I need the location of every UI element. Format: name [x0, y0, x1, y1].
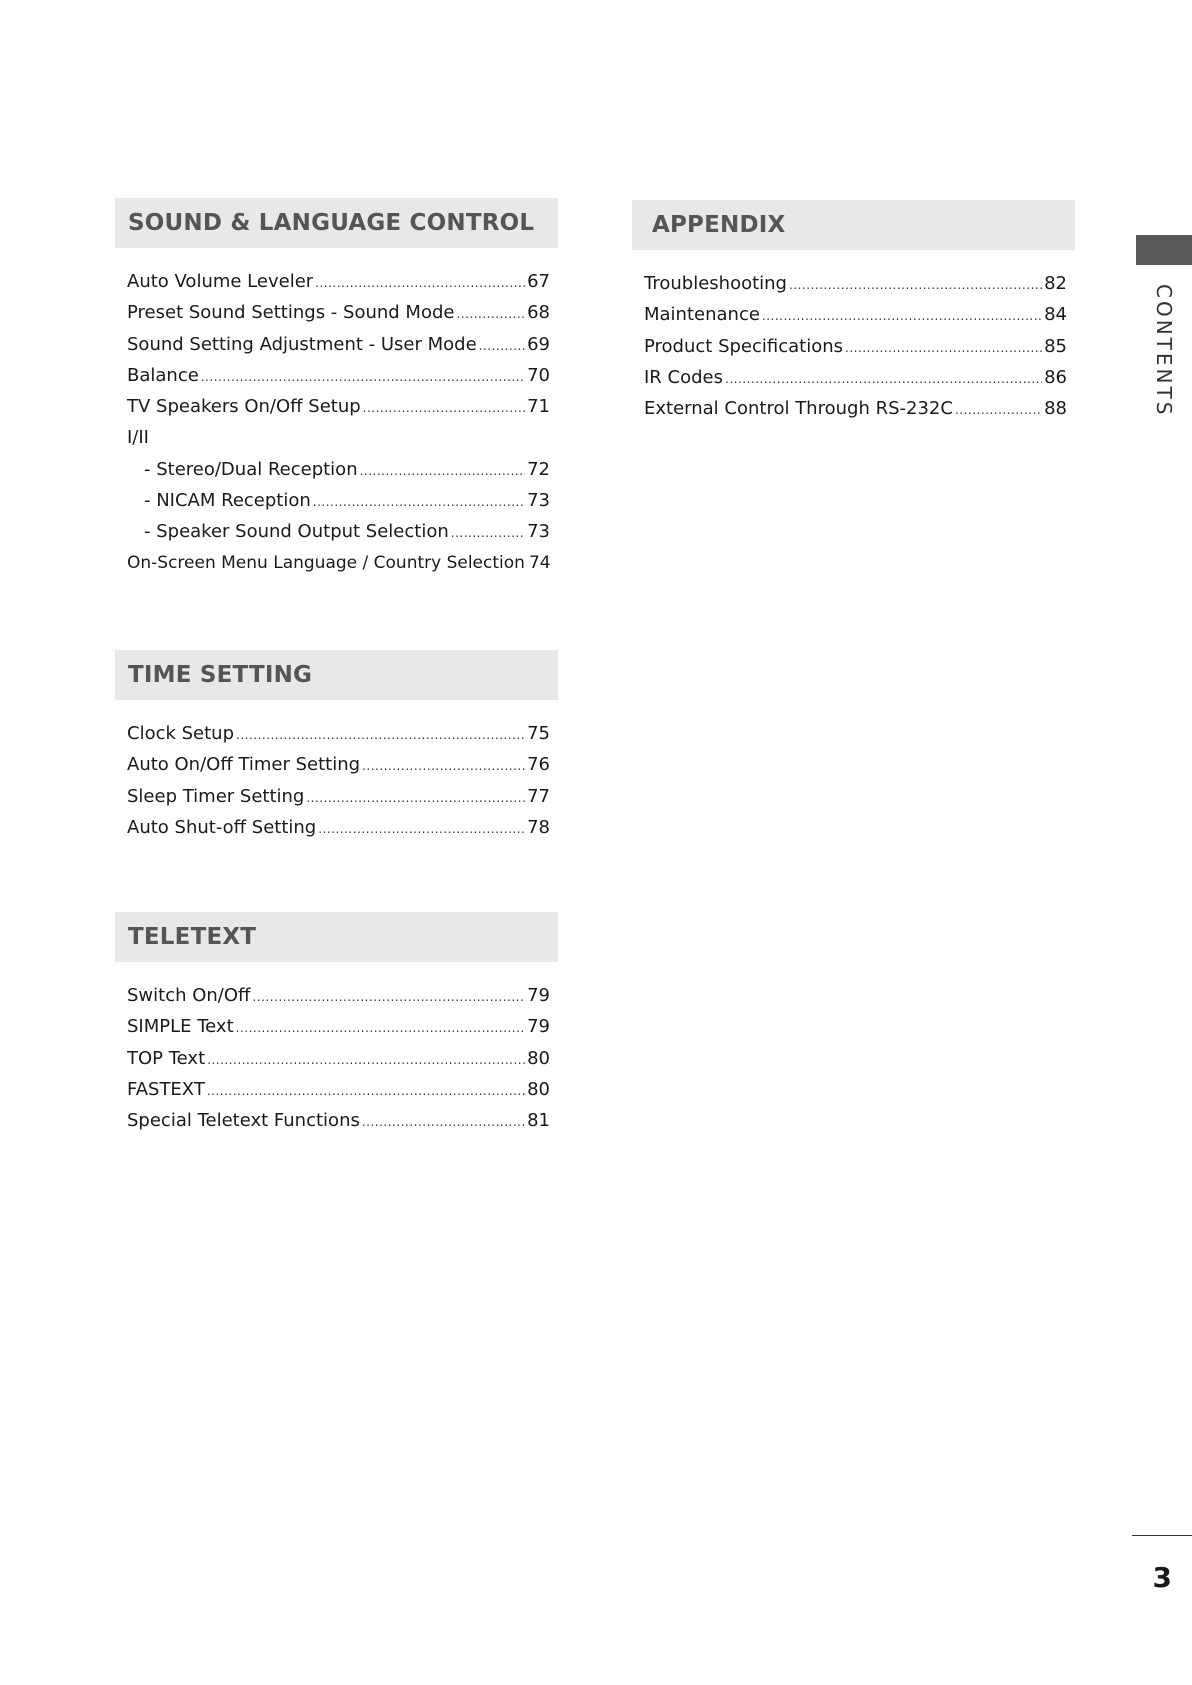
toc-entry-page: 69	[527, 333, 550, 355]
toc-entry[interactable]	[127, 553, 550, 584]
toc-entry[interactable]	[127, 985, 550, 1016]
dot-leader	[236, 1021, 525, 1035]
page-number-rule	[1132, 1535, 1192, 1536]
toc-entry[interactable]	[127, 365, 550, 396]
toc-entry-title: On-Screen Menu Language / Country Selection	[127, 552, 525, 573]
toc-entry[interactable]	[127, 786, 550, 817]
toc-subentry[interactable]	[127, 490, 550, 521]
toc-entry[interactable]	[127, 817, 550, 848]
dot-leader	[955, 403, 1042, 417]
dot-leader	[479, 339, 525, 353]
toc-entry-title: Maintenance	[644, 304, 760, 326]
dot-leader	[313, 495, 525, 509]
page-number: 3	[1152, 1561, 1172, 1594]
toc-entry-page: 86	[1044, 366, 1067, 388]
toc-entry-title: I/II	[127, 427, 149, 449]
dot-leader	[362, 1115, 525, 1129]
side-tab-label: CONTENTS	[1152, 284, 1176, 418]
dot-leader	[456, 307, 525, 321]
toc-entry[interactable]	[127, 754, 550, 785]
toc-entry-page: 74	[528, 552, 551, 573]
dot-leader	[362, 759, 525, 773]
side-tab-bar	[1136, 235, 1192, 265]
section-header: TELETEXT	[115, 912, 558, 962]
toc-entry-title: Balance	[127, 364, 199, 386]
toc-list	[115, 271, 558, 584]
toc-entry[interactable]	[644, 336, 1067, 367]
dot-leader	[252, 990, 525, 1004]
toc-entry[interactable]	[644, 398, 1067, 429]
toc-entry[interactable]	[127, 1016, 550, 1047]
dot-leader	[207, 1053, 525, 1067]
toc-entry-page: 68	[527, 302, 550, 324]
dot-leader	[762, 309, 1042, 323]
toc-entry-page: 85	[1044, 335, 1067, 357]
toc-entry-page: 73	[527, 521, 550, 543]
section-header: TIME SETTING	[115, 650, 558, 700]
toc-entry-page: 79	[527, 985, 550, 1006]
toc-entry-page: 82	[1044, 273, 1067, 294]
section-appendix	[632, 200, 1075, 429]
toc-entry-page: 80	[527, 1078, 550, 1100]
toc-entry[interactable]	[127, 1110, 550, 1141]
toc-entry-title: FASTEXT	[127, 1078, 205, 1100]
toc-entry-title: Auto Volume Leveler	[127, 271, 314, 292]
section-teletext	[115, 912, 558, 1141]
toc-entry-page: 84	[1044, 304, 1067, 326]
toc-entry-page: 77	[527, 785, 550, 807]
toc-entry-page: 73	[527, 490, 550, 512]
toc-entry-title: IR Codes	[644, 366, 723, 388]
section-header: SOUND & LANGUAGE CONTROL	[115, 198, 558, 248]
toc-entry-title: Clock Setup	[127, 723, 235, 744]
dot-leader	[201, 370, 525, 384]
toc-entry-page: 75	[527, 723, 550, 744]
toc-entry-title: TV Speakers On/Off Setup	[127, 396, 361, 418]
toc-entry-title: Switch On/Off	[127, 985, 251, 1006]
dot-leader	[360, 464, 525, 478]
toc-entry-title: Preset Sound Settings - Sound Mode	[127, 302, 455, 324]
toc-entry-page: 80	[527, 1047, 550, 1069]
dot-leader	[789, 278, 1042, 292]
toc-entry[interactable]	[644, 367, 1067, 398]
toc-entry-title: Auto On/Off Timer Setting	[127, 754, 361, 776]
toc-entry-page: 71	[527, 396, 550, 418]
dot-leader	[236, 728, 525, 742]
toc-entry[interactable]	[127, 1048, 550, 1079]
toc-list	[115, 723, 558, 848]
toc-entry[interactable]	[127, 334, 550, 365]
toc-entry-title: TOP Text	[127, 1047, 206, 1069]
dot-leader	[207, 1084, 525, 1098]
dot-leader	[451, 526, 525, 540]
toc-entry-title: Auto Shut-off Setting	[127, 816, 317, 838]
toc-entry-title: - Stereo/Dual Reception	[144, 458, 358, 480]
toc-list	[632, 273, 1075, 429]
toc-entry[interactable]	[127, 723, 550, 754]
toc-subentry[interactable]	[127, 459, 550, 490]
toc-entry-page: 70	[527, 364, 550, 386]
dot-leader	[315, 276, 525, 290]
dot-leader	[318, 822, 525, 836]
toc-entry-title: SIMPLE Text	[127, 1016, 234, 1038]
section-sound-language-control	[115, 198, 558, 584]
toc-entry-title: Sound Setting Adjustment - User Mode	[127, 333, 477, 355]
toc-entry[interactable]	[127, 271, 550, 302]
toc-entry-page: 81	[527, 1110, 550, 1132]
toc-entry-title: Sleep Timer Setting	[127, 785, 305, 807]
dot-leader	[845, 341, 1042, 355]
toc-list	[115, 985, 558, 1141]
toc-entry-page: 78	[527, 816, 550, 838]
toc-entry-title: - NICAM Reception	[144, 490, 311, 512]
toc-entry-page: 72	[527, 458, 550, 480]
dot-leader	[725, 372, 1042, 386]
toc-entry[interactable]	[644, 304, 1067, 335]
dot-leader	[363, 401, 525, 415]
toc-entry-title: External Control Through RS-232C	[644, 398, 953, 420]
section-time-setting	[115, 650, 558, 848]
toc-entry-title: - Speaker Sound Output Selection	[144, 521, 449, 543]
toc-entry[interactable]	[127, 396, 550, 427]
toc-entry-page: 88	[1044, 398, 1067, 420]
dot-leader	[306, 791, 525, 805]
toc-entry[interactable]	[127, 1079, 550, 1110]
toc-entry-page: 76	[527, 754, 550, 776]
section-header: APPENDIX	[632, 200, 1075, 250]
toc-entry-page: 79	[527, 1016, 550, 1038]
toc-entry[interactable]	[127, 302, 550, 333]
toc-entry-title: Product Specifications	[644, 335, 844, 357]
toc-group-heading	[127, 427, 550, 458]
toc-entry-title: Troubleshooting	[644, 273, 787, 294]
toc-entry-page: 67	[527, 271, 550, 292]
toc-entry[interactable]	[644, 273, 1067, 304]
toc-subentry[interactable]	[127, 521, 550, 552]
toc-entry-title: Special Teletext Functions	[127, 1110, 360, 1132]
